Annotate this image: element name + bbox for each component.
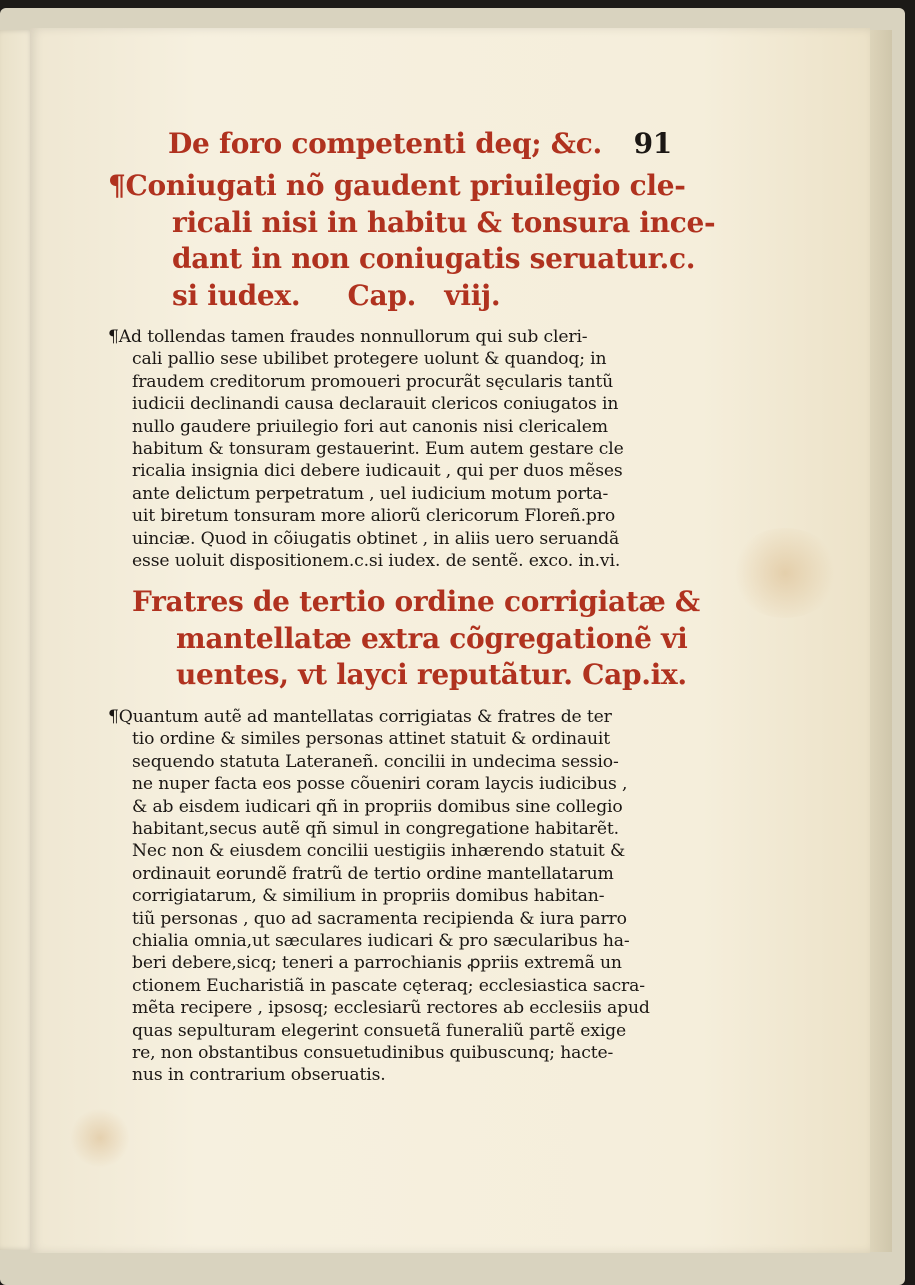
text-line: nus in contrarium obseruatis. xyxy=(132,1065,386,1086)
text-line: chialia omnia,ut sæculares iudicari & pro sæcularibus ha- xyxy=(132,931,630,952)
rubric-line: si iudex. Cap. viij. xyxy=(172,278,501,312)
text-line: ¶Quantum autẽ ad mantellatas corrigiatas & fratres de ter xyxy=(108,706,612,727)
foxing-stain xyxy=(730,528,840,618)
text-line: ordinauit eorundẽ fratrũ de tertio ordine mantellatarum xyxy=(132,863,614,884)
foxing-stain xyxy=(70,1108,130,1168)
text-line: mẽta recipere , ipsosq; ecclesiarũ rectores ab ecclesiis apud xyxy=(132,998,650,1019)
rubric-line: Fratres de tertio ordine corrigiatæ & xyxy=(132,585,700,619)
text-line: tiũ personas , quo ad sacramenta recipienda & iura parro xyxy=(132,908,627,929)
facing-page-edge xyxy=(0,30,34,1250)
text-line: iudicii declinandi causa declarauit clericos coniugatos in xyxy=(132,394,619,415)
text-line: habitum & tonsuram gestauerint. Eum autem gestare cle xyxy=(132,439,624,460)
text-line: uinciæ. Quod in cõiugatis obtinet , in aliis uero seruandã xyxy=(132,528,620,549)
text-line: re, non obstantibus consuetudinibus quibuscunq; hacte- xyxy=(132,1043,614,1064)
chapter-8-text xyxy=(108,326,688,572)
text-line: habitant,secus autẽ qñ simul in congregatione habitarẽt. xyxy=(132,819,619,839)
text-line: ricalia insignia dici debere iudicauit , qui per duos mẽses xyxy=(132,461,623,482)
text-line: ctionem Eucharistiã in pascate cęteraq; ecclesiastica sacra- xyxy=(132,975,645,996)
text-block xyxy=(108,120,716,1087)
text-line: Nec non & eiusdem concilii uestigiis inhærendo statuit & xyxy=(132,841,626,862)
running-head xyxy=(108,120,688,168)
text-line: sequendo statuta Lateraneñ. concilii in undecima sessio- xyxy=(132,751,619,772)
text-line: ne nuper facta eos posse cõueniri coram laycis iudicibus , xyxy=(132,774,628,795)
rubric-line: uentes, vt layci reputãtur. Cap.ix. xyxy=(176,658,687,692)
chapter-8-heading xyxy=(108,168,716,314)
text-line: ante delictum perpetratum , uel iudicium motum porta- xyxy=(132,483,609,504)
running-title: De foro competenti deq; &c. xyxy=(168,127,602,160)
text-line: uit biretum tonsuram more aliorũ clericorum Floreñ.pro xyxy=(132,506,616,527)
text-line: nullo gaudere priuilegio fori aut canonis nisi clericalem xyxy=(132,416,608,437)
text-line: beri debere,sicq; teneri a parrochianis ꝓpriis extremã un xyxy=(132,953,622,974)
chapter-9-text xyxy=(108,706,688,1087)
folio-number: 91 xyxy=(633,127,672,160)
rubric-line: ¶Coniugati nõ gaudent priuilegio cle- xyxy=(108,169,686,202)
text-line: ¶Ad tollendas tamen fraudes nonnullorum qui sub cleri- xyxy=(108,327,588,347)
text-line: quas sepulturam elegerint consuetã funeraliũ partẽ exige xyxy=(132,1020,627,1041)
text-line: cali pallio sese ubilibet protegere uolunt & quandoq; in xyxy=(132,349,607,370)
text-line: tio ordine & similes personas attinet statuit & ordinauit xyxy=(132,729,611,750)
text-line: & ab eisdem iudicari qñ in propriis domibus sine collegio xyxy=(132,796,623,817)
rubric-line: ricali nisi in habitu & tonsura ince- xyxy=(172,205,716,239)
text-line: corrigiatarum, & similium in propriis domibus habitan- xyxy=(132,886,605,907)
chapter-9-heading xyxy=(108,584,700,694)
text-line: esse uoluit dispositionem.c.si iudex. de sentẽ. exco. in.vi. xyxy=(132,551,621,572)
rubric-line: dant in non coniugatis seruatur.c. xyxy=(172,242,696,275)
rubric-line: mantellatæ extra cõgregationẽ vi xyxy=(176,621,688,655)
text-line: fraudem creditorum promoueri procurãt sęcularis tantũ xyxy=(132,371,614,392)
